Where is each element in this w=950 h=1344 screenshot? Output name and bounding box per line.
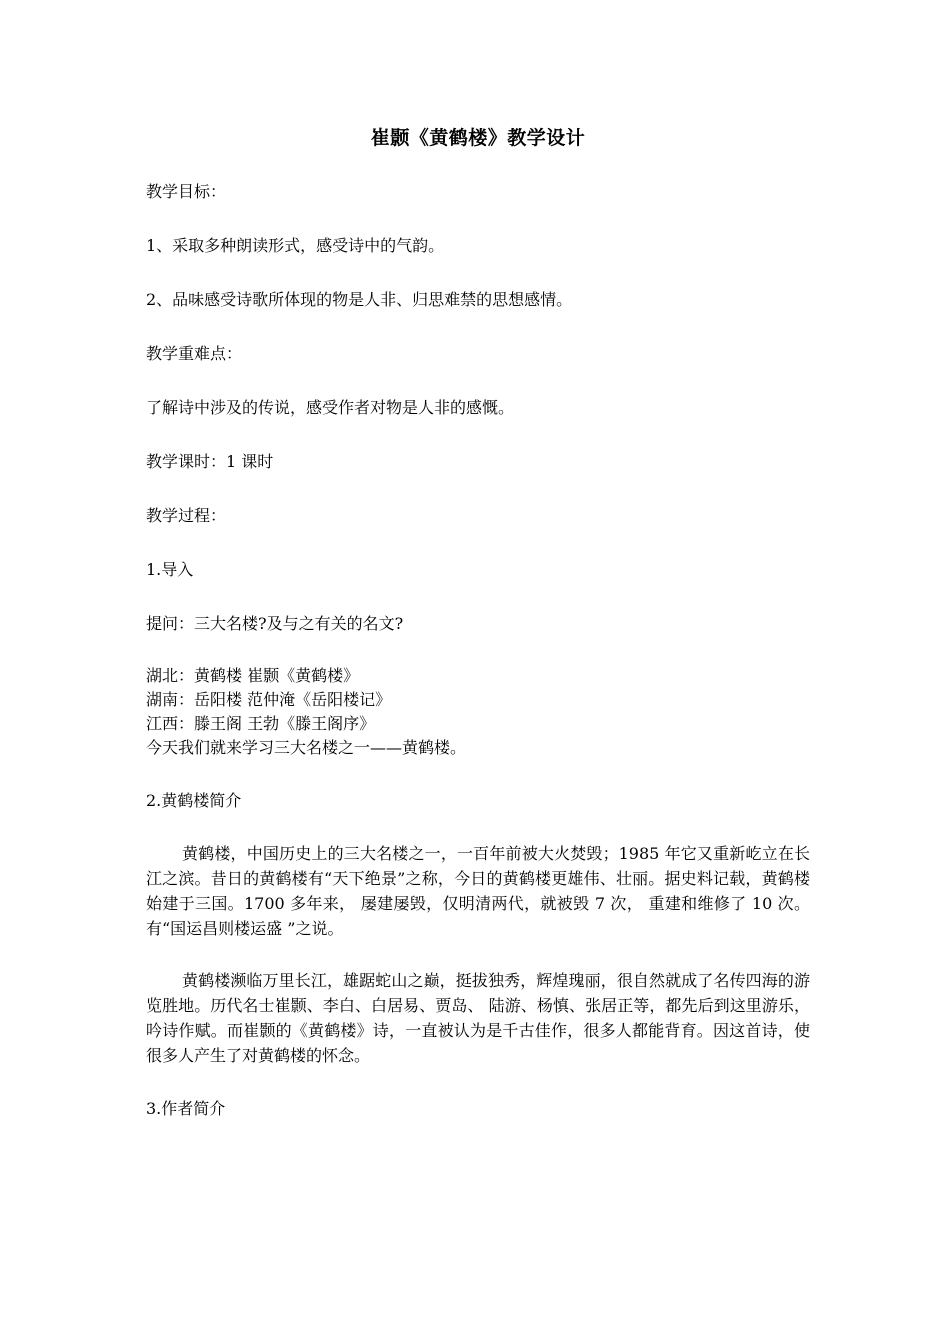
document-title: 崔颢《黄鹤楼》教学设计: [370, 127, 586, 149]
class-hours: 教学课时：1 课时: [146, 452, 274, 471]
objective-item: 1、采取多种朗读形式，感受诗中的气韵。: [146, 236, 445, 255]
towers-list: [146, 664, 810, 760]
intro-paragraph: 黄鹤楼，中国历史上的三大名楼之一，一百年前被大火焚毁；1985 年它又重新屹立在长江之滨。昔日的黄鹤楼有“天下绝景”之称，今日的黄鹤楼更雄伟、壮丽。据史料记载，黄鹤楼始建于三国。1700 多年来， 屡建屡毁，仅明清两代，就被毁 7 次， 重建和维修了 10 次。有“国运昌则楼运盛 ”之说。: [146, 844, 810, 938]
process-heading: 教学过程：: [146, 506, 227, 525]
section-heading: 2.黄鹤楼简介: [146, 791, 242, 810]
tower-line: 湖南：岳阳楼 范仲淹《岳阳楼记》: [146, 690, 392, 709]
question-text: 提问：三大名楼?及与之有关的名文?: [146, 614, 404, 633]
intro-paragraph: 黄鹤楼濒临万里长江，雄踞蛇山之巅，挺拔独秀，辉煌瑰丽，很自然就成了名传四海的游览胜地。历代名士崔颢、李白、白居易、贾岛、 陆游、杨慎、张居正等，都先后到这里游乐，吟诗作赋。而崔颢的《黄鹤楼》诗，一直被认为是千古佳作，很多人都能背育。因这首诗，使很多人产生了对黄鹤楼的怀念。: [146, 971, 810, 1065]
objective-item: 2、品味感受诗歌所体现的物是人非、归思难禁的思想感情。: [146, 290, 573, 309]
section-heading: 1.导入: [146, 560, 194, 579]
section-heading: 3.作者简介: [146, 1099, 226, 1118]
key-points-text: 了解诗中涉及的传说，感受作者对物是人非的感慨。: [146, 398, 515, 417]
objectives-heading: 教学目标：: [146, 182, 227, 201]
document-body: [146, 124, 810, 1149]
key-points-heading: 教学重难点：: [146, 344, 243, 363]
tower-line: 今天我们就来学习三大名楼之一——黄鹤楼。: [146, 738, 467, 757]
tower-line: 江西：滕王阁 王勃《滕王阁序》: [146, 714, 376, 733]
tower-line: 湖北：黄鹤楼 崔颢《黄鹤楼》: [146, 666, 360, 685]
